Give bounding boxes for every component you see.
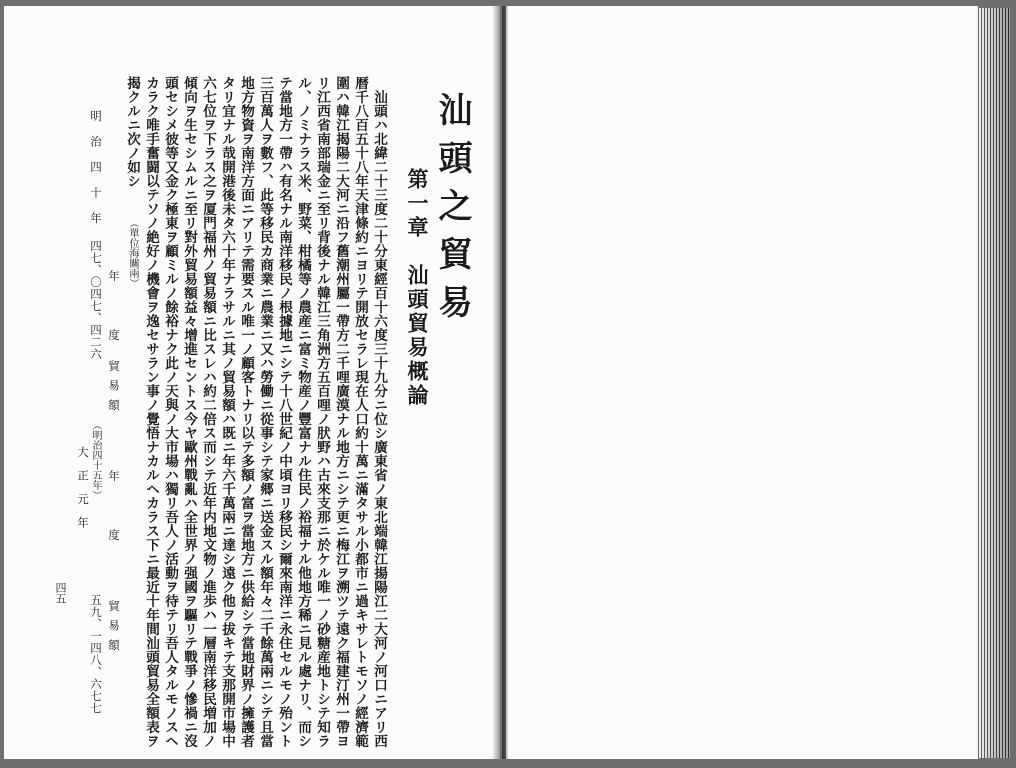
body-line: ル、ノミナラス米、野菜、柑橘等ノ農産ニ富ミ物産ノ豐富ナル住民ノ裕福ナル他地方稀ニ見ル處ナリ、而シ: [295, 76, 311, 748]
amount-column-header: 貿易額: [107, 360, 121, 419]
book-gutter: [492, 6, 508, 759]
page-number: 四五: [54, 582, 67, 604]
body-line: テ當地方一帶ハ有名ナル南洋移民ノ根據地ニシテ十八世紀ノ中頃ヨリ移民シ爾來南洋ニ永住セルモノ殆ント: [276, 76, 292, 748]
table-year-cell: 明治四十年: [89, 110, 103, 238]
table-year-cell: 大正元年: [76, 446, 90, 540]
body-line: リ江西省南部瑞金ニ至リ背後ナル韓江三角洲方五百哩ノ肰野ハ古來支那ニ於ケル唯一ノ砂糖産地トシテ知ラ: [314, 76, 330, 748]
chapter-heading: 第一章 汕頭貿易概論: [405, 168, 430, 408]
unit-note: （單位海關兩）: [127, 218, 138, 288]
table-amount-cell: 四七、〇四七、四二六: [89, 240, 103, 360]
body-line: 頭セシメ彼等又金ク極東ヲ顧ミルノ餘裕ナク此ノ天與ノ大市場ハ獨リ吾人ノ活動ヲ待テリ吾人タルモノスヘ: [162, 76, 178, 748]
body-line: 揭クルニ次ノ如シ: [124, 76, 140, 188]
body-line: 六七位ヲ下ラス之ヲ厦門福州ノ貿易額ニ比スレハ約二倍ス而シテ近年内地文物ノ進歩ハ一層南洋移民増加ノ: [200, 76, 216, 748]
amount-column-header: 貿易額: [107, 600, 121, 659]
body-line: 地方物資ヲ南洋方面ニアリテ需要スル唯一ノ顧客トナリ以テ多額ノ富ヲ當地方ニ供給シテ當地財界ノ擁護者: [238, 76, 254, 748]
right-page: [506, 6, 978, 759]
body-line: 三百萬人ヲ數フ、此等移民カ商業ニ農業ニ又ハ勞働ニ從事シテ家郷ニ送金スル額年々二千餘萬兩ニシテ且當: [257, 76, 273, 748]
table-year-note: （明治四十五年）: [90, 420, 101, 500]
year-column-header: 年 度: [107, 470, 121, 559]
year-column-header: 年 度: [107, 270, 121, 359]
body-line: タリ宜ナル哉開港後未タ六十年ナラサルニ其ノ貿易額ハ既ニ年六千萬兩ニ達シ遠ク他ヲ拔キテ支那開市場中: [219, 76, 235, 748]
page-title: 汕頭之貿易: [432, 92, 472, 332]
body-line: カラク唯手奮闘以テソノ絶好ノ機會ヲ逸セサラン事ノ覺悟ナカルヘカラス下ニ最近十年間汕頭貿易全額表ヲ: [143, 76, 159, 748]
table-amount-cell: 五九、一四八、六七七: [89, 594, 103, 714]
body-line: 傾向ヲ生セシムルニ至リ對外貿易額益々增進セントス今ヤ歐州戰亂ハ全世界ノ强國ヲ驅リテ戰爭ノ慘禍ニ沒: [181, 76, 197, 748]
body-line: 暦千八百五十八年天津條約ニヨリテ開放セラレ現在人口約十萬ニ滿タサル小都市ニ過キサレトモソノ經濟範: [352, 76, 368, 748]
body-line: 汕頭ハ北緯二十三度二十分東經百十六度三十九分ニ位シ廣東省ノ東北端韓江揚陽江二大河ノ河口ニアリ西: [371, 90, 387, 748]
body-line: 圍ハ韓江揭陽二大河ニ沿フ舊潮州屬一帶方二千哩廣漠ナル地方ニシテ更ニ梅江ヲ溯ツテ遠ク福建汀州一帶ヨ: [333, 76, 349, 748]
